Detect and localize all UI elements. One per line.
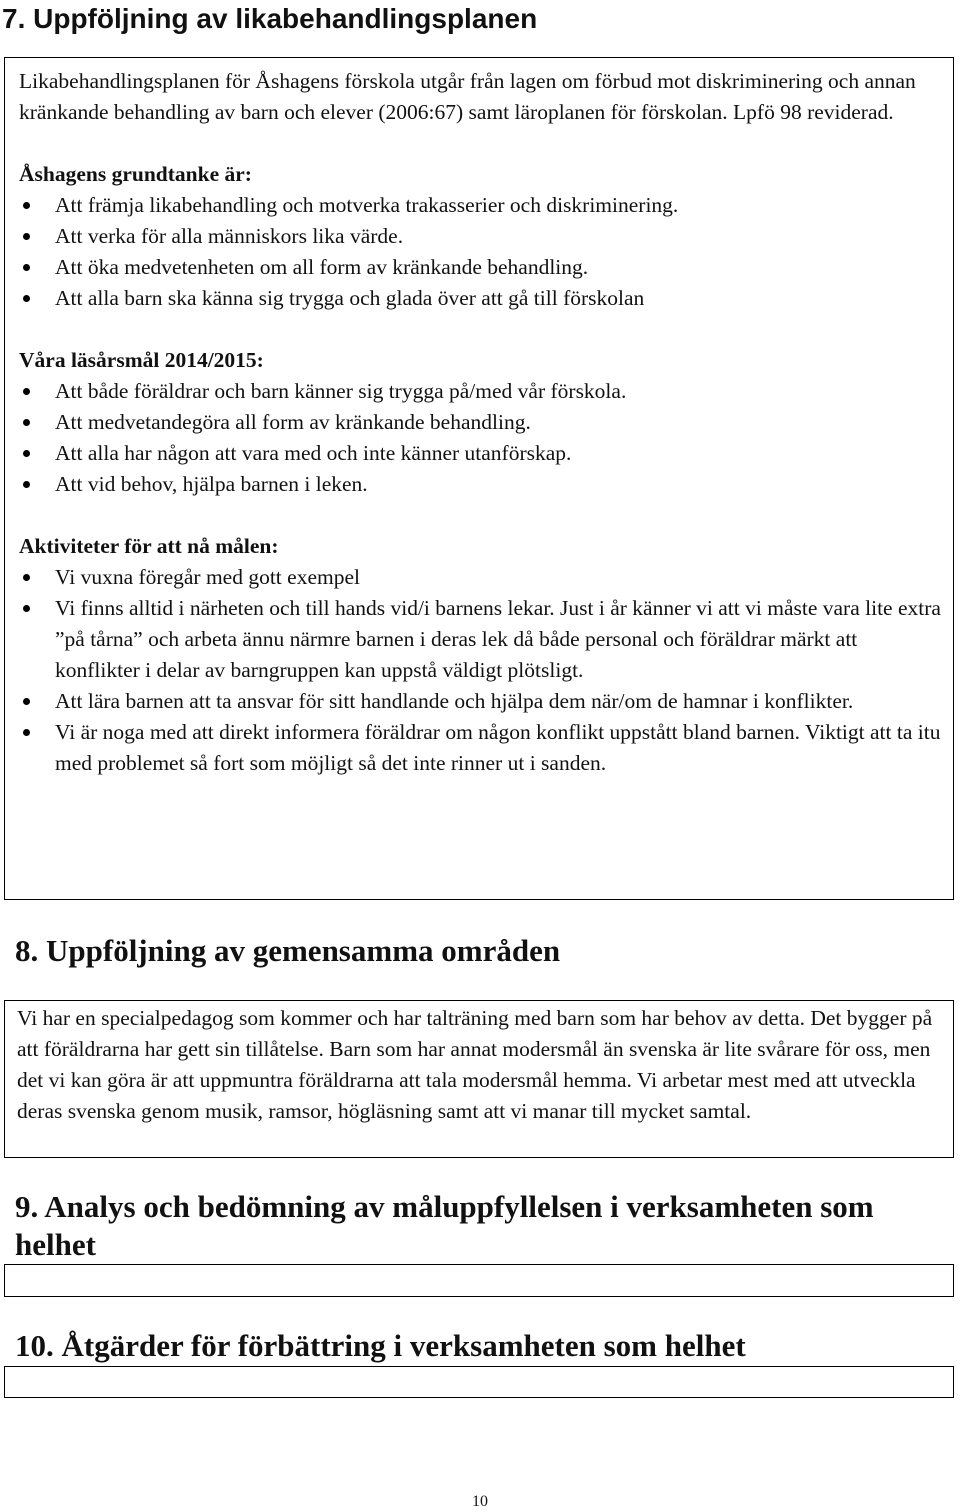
bullet-icon (23, 450, 30, 457)
section7-box (4, 57, 954, 900)
aktiviteter-list (19, 562, 941, 779)
list-item: Att vid behov, hjälpa barnen i leken. (19, 469, 941, 500)
grundtanke-list (19, 190, 941, 314)
list-item: Vi är noga med att direkt informera föräldrar om någon konflikt uppstått bland barnen. Viktigt att ta itu med problemet så fort som möjligt så det inte rinner ut i sanden. (19, 717, 941, 779)
bullet-icon (23, 698, 30, 705)
bullet-icon (23, 264, 30, 271)
section9-heading: 9. Analys och bedömning av måluppfyllelsen i verksamheten som helhet (15, 1189, 874, 1262)
lasarsmal-title: Våra läsårsmål 2014/2015: (19, 348, 264, 372)
section8-box (4, 1000, 954, 1158)
bullet-icon (23, 388, 30, 395)
list-item: Att verka för alla människors lika värde. (19, 221, 941, 252)
section10-heading: 10. Åtgärder för förbättring i verksamheten som helhet (15, 1328, 746, 1363)
bullet-icon (23, 295, 30, 302)
aktiviteter-title: Aktiviteter för att nå målen: (19, 534, 279, 558)
lasarsmal-list (19, 376, 941, 500)
bullet-icon (23, 605, 30, 612)
page-number: 10 (472, 1493, 488, 1510)
section7-intro: Likabehandlingsplanen för Åshagens förskola utgår från lagen om förbud mot diskriminering och annan kränkande behandling av barn och elever (2006:67) samt läroplanen för förskolan. Lpfö 98 reviderad. (19, 69, 916, 124)
bullet-icon (23, 729, 30, 736)
grundtanke-title: Åshagens grundtanke är: (19, 162, 252, 186)
list-item: Att främja likabehandling och motverka trakasserier och diskriminering. (19, 190, 941, 221)
bullet-icon (23, 481, 30, 488)
bullet-icon (23, 233, 30, 240)
list-item: Att alla barn ska känna sig trygga och glada över att gå till förskolan (19, 283, 941, 314)
bullet-icon (23, 419, 30, 426)
bullet-icon (23, 574, 30, 581)
list-item: Att öka medvetenheten om all form av kränkande behandling. (19, 252, 941, 283)
list-item: Att medvetandegöra all form av kränkande behandling. (19, 407, 941, 438)
section9-box (4, 1264, 954, 1297)
section7-heading: 7. Uppföljning av likabehandlingsplanen (2, 3, 538, 34)
section8-heading: 8. Uppföljning av gemensamma områden (15, 933, 561, 968)
list-item: Vi vuxna föregår med gott exempel (19, 562, 941, 593)
list-item: Att lära barnen att ta ansvar för sitt handlande och hjälpa dem när/om de hamnar i konflikter. (19, 686, 941, 717)
list-item: Vi finns alltid i närheten och till hands vid/i barnens lekar. Just i år känner vi att vi måste vara lite extra ”på tårna” och arbeta ännu närmre barnen i deras lek då både personal och föräldrar märkt att konflikter i delar av barngruppen kan uppstå väldigt plötsligt. (19, 593, 941, 686)
list-item: Att både föräldrar och barn känner sig trygga på/med vår förskola. (19, 376, 941, 407)
list-item: Att alla har någon att vara med och inte känner utanförskap. (19, 438, 941, 469)
section8-text: Vi har en specialpedagog som kommer och har talträning med barn som har behov av detta. Det bygger på att föräldrarna har gett sin tillåtelse. Barn som har annat modersmål än svenska är lite svårare för oss, men det vi kan göra är att uppmuntra föräldrarna att tala modersmål hemma. Vi arbetar mest med att utveckla deras svenska genom musik, ramsor, högläsning samt att vi manar till mycket samtal. (17, 1006, 933, 1123)
section10-box (4, 1366, 954, 1398)
bullet-icon (23, 202, 30, 209)
